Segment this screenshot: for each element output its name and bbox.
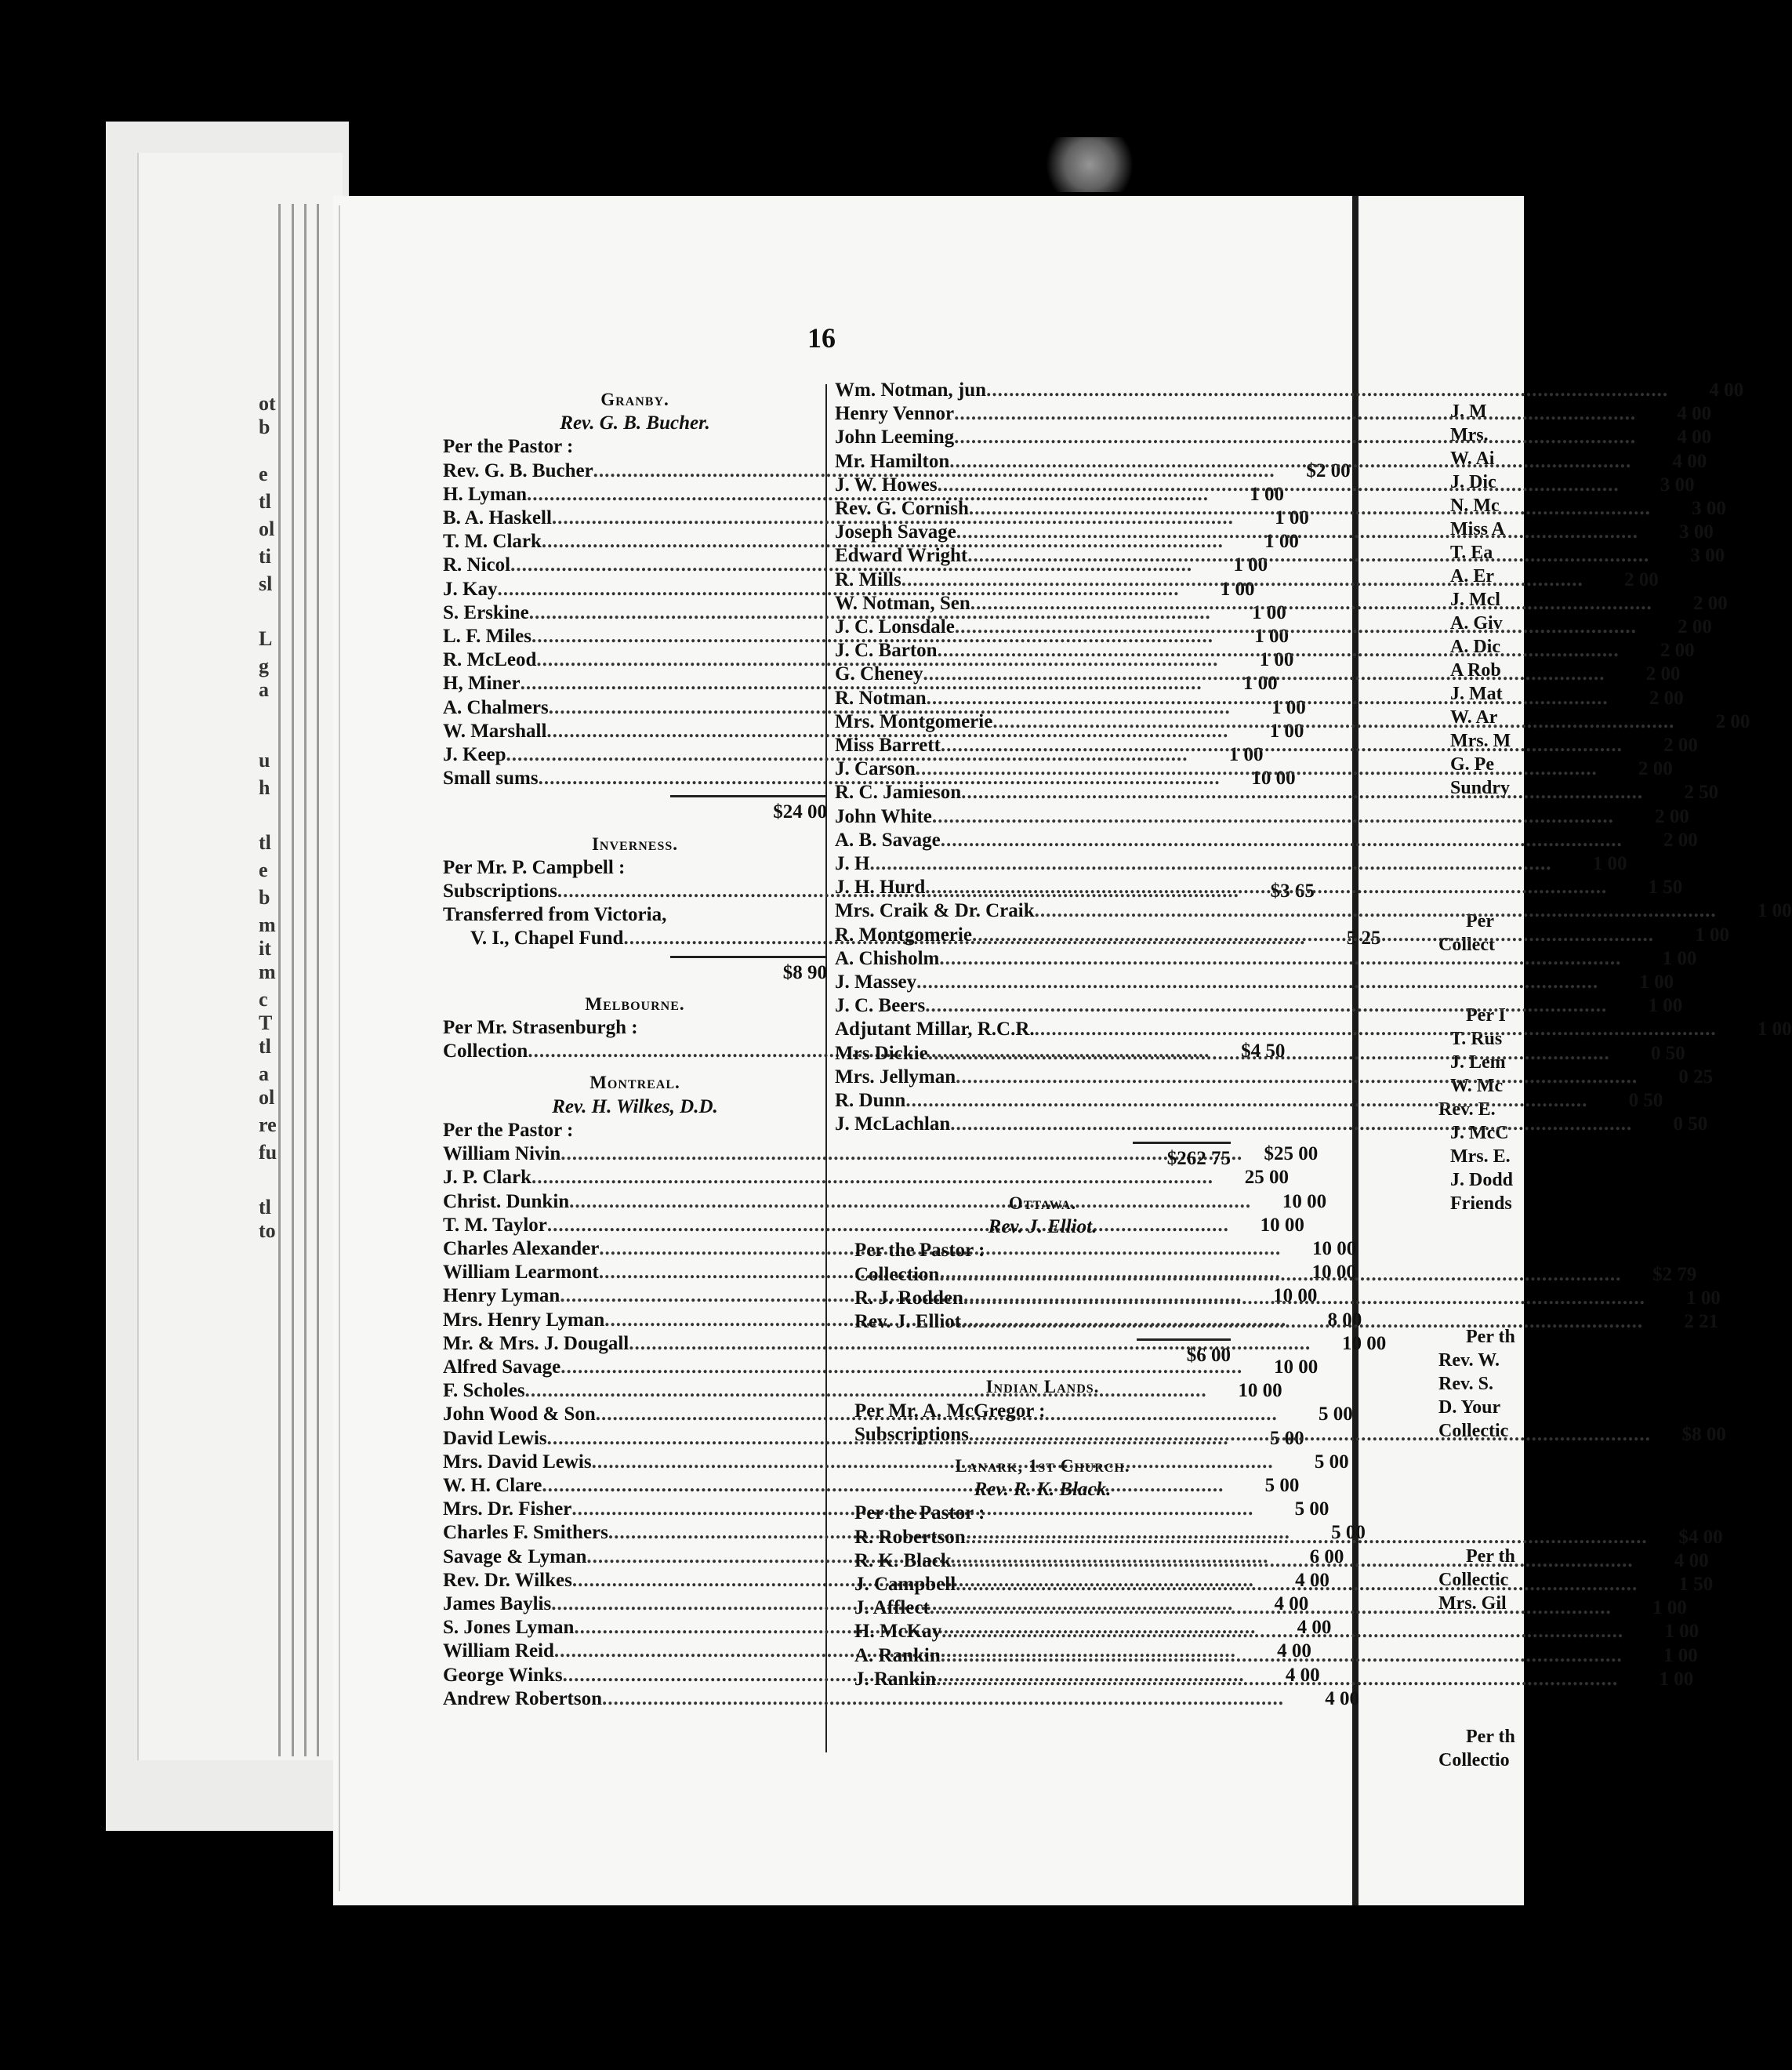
donor-name: H. McKay [854, 1621, 942, 1643]
ledger-row: V. I., Chapel Fund ..... 5 25 [443, 927, 827, 950]
donation-amount: 2 00 [1655, 805, 1689, 827]
pastor-name: Rev. H. Wilkes, D.D. [552, 1095, 718, 1117]
donation-amount: 1 50 [1648, 877, 1683, 899]
facing-page-fragment: Per [1466, 911, 1494, 932]
donor-name: R. Mills [835, 568, 901, 590]
section-intro: Per the Pastor : [854, 1502, 985, 1524]
back-page-fragment: L [259, 627, 273, 650]
donation-amount: 5 00 [1319, 1404, 1353, 1425]
donor-name: Small sums [443, 768, 539, 790]
donation-amount: 4 00 [1674, 1549, 1709, 1571]
facing-page-fragment: J. McC [1450, 1123, 1509, 1143]
back-page-fragment: e [259, 463, 268, 485]
facing-page-fragment: Sundry [1450, 778, 1511, 798]
donation-amount: 1 00 [1757, 900, 1792, 922]
donation-amount: 10 00 [1251, 768, 1296, 790]
donation-amount: 4 00 [1325, 1687, 1360, 1709]
facing-page-fragment: Collectic [1438, 1570, 1509, 1590]
facing-page-fragment: Mrs. Gil [1438, 1593, 1507, 1614]
donor-name: J. McLachlan [835, 1113, 951, 1135]
donor-name: Wm. Notman, jun [835, 380, 987, 401]
donor-name: T. M. Taylor [443, 1214, 547, 1236]
donation-amount: 5 00 [1269, 1427, 1304, 1449]
donation-amount: 4 00 [1274, 1592, 1309, 1614]
facing-page-fragment: Rev. W. [1438, 1350, 1500, 1371]
back-page-fragment: T [259, 1011, 273, 1034]
donation-amount: 2 00 [1692, 592, 1728, 614]
section-title-granby: Granby. [600, 390, 669, 409]
donation-amount: $2 79 [1652, 1263, 1697, 1285]
donor-name: R. Nicol [443, 554, 511, 576]
donation-amount: 2 00 [1660, 640, 1695, 662]
donor-name: J. P. Clark [443, 1167, 531, 1189]
donation-amount: 2 00 [1638, 758, 1673, 780]
section-title-inverness: Inverness. [591, 833, 679, 854]
page-edge-line [292, 204, 294, 1756]
donor-name: J. H. Hurd [835, 877, 926, 899]
donor-name: R. McLeod [443, 649, 537, 671]
donation-amount: 1 00 [1757, 1019, 1792, 1040]
donation-amount: 0 50 [1650, 1042, 1685, 1064]
ledger-row [835, 805, 1689, 829]
section-intro: Per the Pastor : [854, 1240, 985, 1262]
donation-amount: 4 00 [1672, 450, 1707, 472]
ledger-row [835, 379, 1744, 402]
donor-name: Charles F. Smithers [443, 1522, 608, 1544]
donation-amount: 1 00 [1252, 601, 1286, 623]
back-page-fragment: b [259, 416, 270, 438]
donation-amount: 1 00 [1269, 720, 1304, 742]
section-total: $24 00 [773, 801, 827, 823]
donor-name: Savage & Lyman [443, 1545, 587, 1567]
donation-amount: 1 00 [1662, 947, 1697, 969]
donor-name: J. C. Lonsdale [835, 616, 955, 638]
donation-amount: 5 00 [1314, 1451, 1349, 1473]
donation-amount: 10 00 [1238, 1380, 1282, 1402]
facing-page-fragment: A Rob [1450, 660, 1501, 681]
facing-page-fragment: Per I [1466, 1005, 1506, 1026]
ledger-row [835, 829, 1698, 852]
page-edge-line [317, 204, 319, 1756]
donation-amount: 5 00 [1331, 1522, 1366, 1544]
donation-amount: 1 00 [1228, 744, 1264, 766]
facing-page-fragment: J. Dodd [1450, 1170, 1514, 1190]
facing-page-fragment: Per th [1466, 1327, 1515, 1347]
total-rule [1137, 1338, 1231, 1341]
donor-name: Mrs. Henry Lyman [443, 1309, 605, 1331]
back-page-fragment: b [259, 886, 270, 909]
back-page-fragment: ol [259, 1086, 275, 1109]
back-page-fragment: tl [259, 490, 271, 513]
donation-amount: 1 00 [1254, 626, 1289, 648]
back-page-fragment: ti [259, 545, 271, 568]
facing-page-fragment: Mrs. E. [1450, 1146, 1511, 1167]
total-rule [670, 795, 827, 797]
facing-page-fragment: W. Ai [1450, 448, 1495, 469]
pastor-name: Rev. R. K. Black. [974, 1479, 1112, 1501]
donor-name: A. Rankin [854, 1644, 941, 1666]
back-page-fragment: h [259, 776, 270, 799]
donor-name: Rev. J. Elliot [854, 1311, 962, 1333]
page-edge-line [278, 204, 281, 1756]
donor-name: Mrs. Craik & Dr. Craik [835, 900, 1035, 922]
back-page-fragment: fu [259, 1141, 278, 1164]
page-stain [1043, 137, 1137, 192]
facing-page-fragment: N. Mc [1450, 496, 1500, 516]
donor-name: S. Jones Lyman [443, 1617, 575, 1639]
donor-name: L. F. Miles [443, 626, 531, 648]
donor-name: John White [835, 805, 932, 827]
back-page-fragment: tl [259, 831, 271, 854]
ledger-row: Subscriptions ..... $3 65 [443, 880, 827, 903]
donation-amount: 1 50 [1678, 1574, 1714, 1596]
donation-amount: $25 00 [1264, 1143, 1319, 1165]
background-paper-inner [137, 153, 343, 1760]
donation-amount: 2 00 [1663, 829, 1698, 851]
donor-name: James Baylis [443, 1592, 552, 1614]
donation-amount: 2 00 [1715, 710, 1750, 732]
donation-amount: 10 00 [1312, 1237, 1357, 1259]
donation-amount: 1 00 [1592, 853, 1627, 875]
page-border-line [339, 205, 340, 1891]
donor-name: Alfred Savage [443, 1356, 561, 1378]
facing-page-fragment: A. Giv [1450, 613, 1503, 634]
donor-name: J. Massey [835, 971, 917, 993]
section-intro: Per Mr. A. McGregor : [854, 1400, 1046, 1422]
facing-page-fragment: Collectic [1438, 1421, 1509, 1441]
section-title-indian-lands: Indian Lands. [985, 1377, 1100, 1397]
donor-name: R. Robertson [854, 1526, 966, 1548]
facing-page-fragment: Per th [1466, 1727, 1515, 1747]
ledger-row [835, 947, 1697, 971]
facing-page-fragment: Rev. S. [1438, 1374, 1494, 1394]
donor-name: H, Miner [443, 673, 521, 695]
back-page-fragment: ol [259, 518, 275, 540]
back-page-fragment: ot [259, 392, 276, 415]
donor-name: S. Erskine [443, 601, 529, 623]
donation-amount: 2 00 [1645, 663, 1681, 685]
donation-amount: 1 00 [1686, 1287, 1721, 1309]
donation-amount: 1 00 [1663, 1644, 1698, 1666]
donor-name: Mrs. Jellyman [835, 1066, 956, 1088]
section-intro: Per the Pastor : [443, 1119, 574, 1141]
facing-page-fragment: G. Pe [1450, 754, 1494, 775]
donation-amount: 5 00 [1264, 1474, 1300, 1496]
donor-name: Christ. Dunkin [443, 1190, 570, 1212]
donation-amount: 0 50 [1673, 1113, 1708, 1135]
donation-amount: 2 21 [1684, 1311, 1719, 1333]
ledger-row [835, 852, 1627, 876]
donor-name: John Leeming [835, 427, 955, 448]
donation-amount: 2 00 [1623, 568, 1659, 590]
donation-amount: $2 00 [1306, 459, 1351, 481]
donor-name: William Nivin [443, 1143, 561, 1165]
donation-amount: 6 00 [1309, 1545, 1344, 1567]
back-page-fragment: re [259, 1113, 277, 1136]
back-page-fragment: a [259, 678, 269, 701]
donation-amount: 10 00 [1342, 1332, 1387, 1354]
donation-amount: 4 00 [1677, 403, 1712, 425]
ledger-row: Collection ..... $4 50 [443, 1040, 827, 1063]
ledger-row [443, 1166, 1289, 1189]
donor-name: Mrs. Dr. Fisher [443, 1498, 572, 1520]
facing-page-fragment: J. Mat [1450, 684, 1503, 704]
section-intro: Per the Pastor : [443, 436, 574, 458]
donor-name: Joseph Savage [835, 521, 956, 543]
donation-amount: 3 00 [1692, 498, 1726, 520]
donor-name: J. W. Howes [835, 474, 938, 496]
donor-name: R. K. Black [854, 1549, 952, 1571]
facing-page-fragment: Mrs. [1450, 425, 1489, 445]
donor-name: T. M. Clark [443, 531, 542, 553]
donor-name: Mrs. David Lewis [443, 1451, 592, 1473]
donor-name: A. B. Savage [835, 829, 941, 851]
donation-amount: 10 00 [1311, 1262, 1356, 1284]
donation-amount: 4 00 [1297, 1617, 1332, 1639]
facing-page-fragment: W. Mc [1450, 1076, 1504, 1096]
facing-page-fragment: A. Er [1450, 566, 1494, 586]
donation-amount: 2 00 [1678, 616, 1712, 638]
donor-name: J. Kay [443, 578, 498, 600]
donation-amount: 5 00 [1294, 1498, 1329, 1520]
donor-name: George Winks [443, 1664, 563, 1686]
donation-amount: 10 00 [1282, 1190, 1327, 1212]
donor-name: J. H [835, 853, 870, 875]
facing-page-fragment: Mrs. M [1450, 731, 1511, 751]
ledger-row [443, 1427, 1304, 1451]
donor-name: Henry Lyman [443, 1285, 560, 1307]
section-total: $8 90 [782, 961, 827, 983]
donation-amount: 2 00 [1663, 735, 1698, 757]
section-title-melbourne: Melbourne. [585, 993, 685, 1014]
donor-name: J. Afflect [854, 1597, 930, 1619]
donation-amount: 1 00 [1695, 924, 1729, 946]
donor-name: Mr. Hamilton [835, 450, 950, 472]
back-page-fragment: c [259, 988, 268, 1011]
donation-amount: 1 00 [1664, 1621, 1699, 1643]
donor-name: Rev. G. B. Bucher [443, 459, 593, 481]
donation-amount: 1 00 [1233, 554, 1268, 576]
donation-amount: 1 00 [1275, 507, 1309, 529]
facing-page-fragment: J. Dic [1450, 472, 1496, 492]
donor-name: R. Montgomerie [835, 924, 972, 946]
donor-name: A. Chisholm [835, 947, 940, 969]
facing-page-fragment: Collect [1438, 935, 1495, 955]
facing-page-fragment: Rev. E. [1438, 1099, 1496, 1120]
page-edge-line [304, 204, 307, 1756]
back-page-fragment: a [259, 1062, 269, 1085]
ledger-row [835, 971, 1674, 994]
section-title-lanark: Lanark, 1st Church. [955, 1456, 1130, 1476]
donation-amount: 4 00 [1709, 380, 1744, 401]
donor-name: W. Marshall [443, 720, 547, 742]
ledger-row-text: Transferred from Victoria, [443, 904, 667, 926]
donation-amount: 1 00 [1220, 578, 1255, 600]
donor-name: A. Chalmers [443, 696, 549, 718]
donation-amount: 1 00 [1264, 531, 1299, 553]
donation-amount: 10 00 [1260, 1214, 1304, 1236]
donor-name: Mrs. Montgomerie [835, 710, 993, 732]
donation-amount: 1 00 [1250, 483, 1284, 505]
donor-name: G. Cheney [835, 663, 923, 685]
donor-name: W. Notman, Sen [835, 592, 970, 614]
donation-amount: 3 00 [1679, 521, 1714, 543]
back-page-fragment: sl [259, 572, 273, 595]
ledger-row [835, 876, 1683, 899]
facing-page-fragment: D. Your [1438, 1397, 1501, 1418]
pastor-name: Rev. J. Elliot. [988, 1216, 1097, 1238]
donor-name: J. Rankin [854, 1668, 937, 1690]
donation-amount: 25 00 [1244, 1167, 1289, 1189]
section-intro: Per Mr. Strasenburgh : [443, 1017, 638, 1039]
donation-amount: 2 00 [1649, 687, 1684, 709]
ledger-row [443, 1687, 1360, 1711]
donor-name: Charles Alexander [443, 1237, 600, 1259]
donation-amount: 0 50 [1628, 1090, 1663, 1112]
donor-name: Rev. Dr. Wilkes [443, 1569, 572, 1591]
donor-name: Andrew Robertson [443, 1687, 603, 1709]
back-page-fragment: tl [259, 1035, 271, 1058]
donor-name: J. C. Barton [835, 640, 938, 662]
donation-amount: 0 25 [1678, 1066, 1714, 1088]
donor-name: J. C. Beers [835, 995, 926, 1017]
facing-page-fragment: J. Mcl [1450, 590, 1500, 610]
pastor-name: Rev. G. B. Bucher. [560, 412, 710, 434]
section-intro: Per Mr. P. Campbell : [443, 856, 626, 878]
donation-amount: 4 00 [1677, 427, 1712, 448]
donor-name: Miss Barrett [835, 735, 941, 757]
back-page-fragment: m [259, 961, 276, 983]
donation-amount: 4 00 [1295, 1569, 1329, 1591]
page-number: 16 [807, 322, 836, 354]
donation-amount: 1 00 [1639, 971, 1674, 993]
donation-amount: $4 00 [1678, 1526, 1723, 1548]
donation-amount: 2 50 [1684, 782, 1719, 804]
donor-name: R. Notman [835, 687, 927, 709]
section-title-ottawa: Ottawa. [1008, 1193, 1077, 1213]
donation-amount: 1 00 [1648, 995, 1683, 1017]
back-page-fragment: it [259, 937, 271, 960]
facing-page-fragment: Collectio [1438, 1750, 1510, 1770]
section-total: $262 75 [1166, 1147, 1231, 1169]
donor-name: David Lewis [443, 1427, 547, 1449]
total-rule [1133, 1142, 1231, 1144]
total-rule [670, 956, 827, 958]
back-page-fragment: tl [259, 1196, 271, 1218]
donor-name: J. Campbell [854, 1574, 956, 1596]
donor-name: Henry Vennor [835, 403, 955, 425]
back-page-fragment: g [259, 655, 269, 677]
donation-amount: 8 00 [1327, 1309, 1362, 1331]
donor-name: H. Lyman [443, 483, 527, 505]
donation-amount: 1 00 [1242, 673, 1278, 695]
donor-name: Edward Wright [835, 545, 968, 567]
facing-page-fragment: J. Lem [1450, 1052, 1506, 1073]
back-page-fragment: m [259, 913, 276, 936]
donor-name: Mr. & Mrs. J. Dougall [443, 1332, 629, 1354]
donor-name: R. C. Jamieson [835, 782, 962, 804]
facing-page-fragment: W. Ar [1450, 707, 1498, 728]
facing-page-fragment: Friends [1450, 1193, 1512, 1214]
donor-name: W. H. Clare [443, 1474, 542, 1496]
donation-amount: 1 00 [1659, 1668, 1694, 1690]
donor-name: J. Keep [443, 744, 506, 766]
donation-amount: 1 00 [1259, 649, 1294, 671]
donor-name: J. Carson [835, 758, 916, 780]
donation-amount: 3 00 [1690, 545, 1725, 567]
donor-name: R. Dunn [835, 1090, 906, 1112]
donation-amount: 1 00 [1271, 696, 1306, 718]
facing-page-fragment: T. Ea [1450, 543, 1493, 563]
donor-name: Collection [854, 1263, 940, 1285]
donor-name: Mrs Dickie [835, 1042, 928, 1064]
back-page-fragment: u [259, 749, 270, 772]
section-title-montreal: Montreal. [589, 1073, 680, 1093]
donor-name: Rev. G. Cornish [835, 498, 969, 520]
facing-page-fragment: Miss A [1450, 519, 1506, 539]
donor-name: John Wood & Son [443, 1404, 596, 1425]
donation-amount: 4 00 [1277, 1640, 1311, 1662]
facing-page-fragment: Per th [1466, 1546, 1515, 1567]
donor-name: William Reid [443, 1640, 554, 1662]
donation-amount: 4 00 [1285, 1664, 1320, 1686]
donor-name: William Learmont [443, 1262, 599, 1284]
donor-name: Adjutant Millar, R.C.R. [835, 1019, 1035, 1040]
back-page-fragment: e [259, 859, 268, 881]
donation-amount: 3 00 [1660, 474, 1695, 496]
donation-amount: 10 00 [1273, 1285, 1318, 1307]
donation-amount: 10 00 [1273, 1356, 1319, 1378]
back-page-fragment: to [259, 1219, 276, 1242]
donor-name: F. Scholes [443, 1380, 525, 1402]
facing-page-fragment: A. Dic [1450, 637, 1500, 657]
donor-name: R. J. Rodden [854, 1287, 963, 1309]
facing-page-fragment: J. M [1450, 401, 1487, 422]
facing-page-fragment: T. Rus [1450, 1029, 1503, 1049]
section-total: $6 00 [1186, 1345, 1231, 1367]
donor-name: B. A. Haskell [443, 507, 552, 529]
donation-amount: 1 00 [1652, 1597, 1687, 1619]
ledger-row: Subscriptions ..... $8 00 [854, 1423, 1231, 1447]
